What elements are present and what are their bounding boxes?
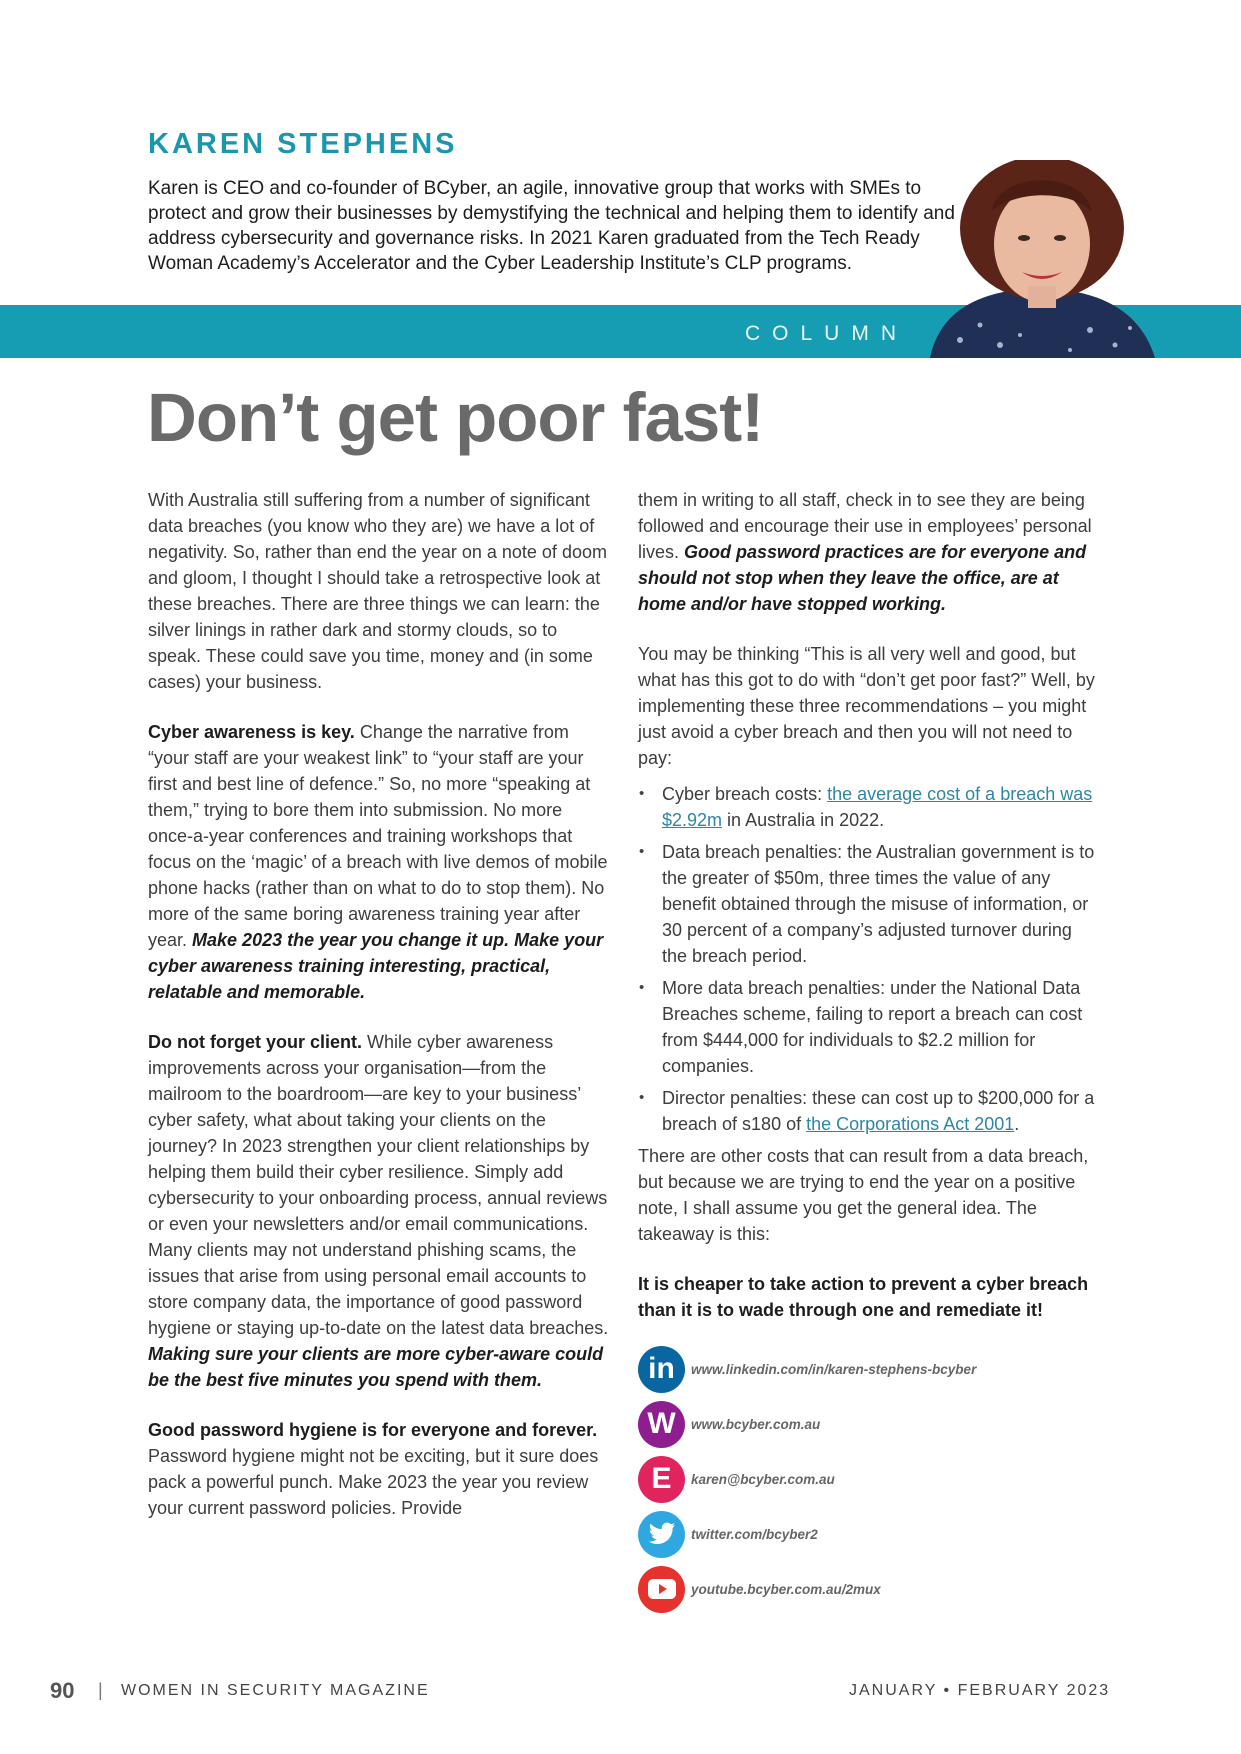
- penalty-list: [638, 781, 1098, 1137]
- section-label: COLUMN: [745, 322, 909, 345]
- paragraph: [638, 487, 1098, 617]
- contact-text[interactable]: www.bcyber.com.au: [691, 1416, 821, 1432]
- email-icon: [638, 1456, 685, 1503]
- page-number: 90: [50, 1678, 75, 1703]
- breach-cost-link[interactable]: the average cost of a breach was $2.92m: [662, 784, 1093, 830]
- paragraph-lead: Cyber awareness is key.: [148, 722, 355, 742]
- paragraph-text: Change the narrative from “your staff are your weakest link” to “your staff are your first and best line of defence.” So, no more “speaking at them,” trying to bore them into submission. No more once-a-year conferences and training workshops that focus on the ‘magic’ of a breach with live demos of mobile phone hacks (rather than on what to do to stop them). No more of the same boring awareness training year after year.: [148, 722, 608, 950]
- list-item-text: Director penalties: these can cost up to $200,000 for a breach of s180 of: [662, 1088, 1095, 1134]
- article-headline: Don’t get poor fast!: [147, 379, 764, 456]
- linkedin-icon: [638, 1346, 685, 1393]
- list-item-text: Data breach penalties: the Australian government is to the greater of $50m, three times the value of any benefit obtained through the misuse of information, or 30 percent of a company’s adjusted turnover during the breach period.: [662, 842, 1095, 966]
- footer-divider: |: [98, 1680, 103, 1700]
- icon-glyph: W: [647, 1407, 676, 1440]
- paragraph-lead: Do not forget your client.: [148, 1032, 362, 1052]
- contact-list: [638, 1345, 1098, 1620]
- takeaway: It is cheaper to take action to prevent a cyber breach than it is to wade through one and remediate it!: [638, 1274, 1089, 1320]
- twitter-icon: [638, 1511, 685, 1558]
- list-item: [638, 975, 1098, 1079]
- contact-text[interactable]: twitter.com/bcyber2: [691, 1526, 818, 1542]
- youtube-icon: [638, 1566, 685, 1613]
- list-item: [638, 781, 1098, 833]
- list-item-text: Cyber breach costs:: [662, 784, 828, 804]
- contact-youtube[interactable]: [638, 1565, 1098, 1613]
- list-item-text: More data breach penalties: under the National Data Breaches scheme, failing to report a breach can cost from $444,000 for individuals to $2.2 million for companies.: [662, 978, 1083, 1076]
- paragraph-text: While cyber awareness improvements across your organisation—from the mailroom to the boardroom—are key to your business’ cyber safety, what about taking your clients on the journey? In 2023 strengthen your client relationships by helping them build their cyber resilience. Simply add cybersecurity to your onboarding process, annual reviews or even your newsletters and/or email communications. Many clients may not understand phishing scams, the issues that arise from using personal email accounts to store company data, the importance of good password hygiene or staying up-to-date on the latest data breaches.: [148, 1032, 609, 1338]
- paragraph-emphasis: Making sure your clients are more cyber-aware could be the best five minutes you spend with them.: [148, 1344, 604, 1390]
- paragraph-emphasis: Good password practices are for everyone and should not stop when they leave the office, are at home and/or have stopped working.: [638, 542, 1087, 614]
- paragraph: [638, 641, 1098, 771]
- author-bio: Karen is CEO and co-founder of BCyber, an agile, innovative group that works with SMEs to protect and grow their businesses by demystifying the technical and helping them to identify and address cybersecurity and governance risks. In 2021 Karen graduated from the Tech Ready Woman Academy’s Accelerator and the Cyber Leadership Institute’s CLP programs.: [148, 178, 955, 274]
- paragraph-text: There are other costs that can result from a data breach, but because we are trying to end the year on a positive note, I shall assume you get the general idea. The takeaway is this:: [638, 1146, 1089, 1244]
- icon-glyph: in: [648, 1352, 675, 1385]
- list-item-text: .: [1014, 1114, 1020, 1134]
- corporations-act-link[interactable]: the Corporations Act 2001: [806, 1114, 1015, 1134]
- list-item: [638, 839, 1098, 969]
- contact-website[interactable]: [638, 1400, 1098, 1448]
- article-column-left: [148, 487, 610, 1545]
- paragraph-text: With Australia still suffering from a number of significant data breaches (you know who they are) we have a lot of negativity. So, rather than end the year on a note of doom and gloom, I thought I should take a retrospective look at these breaches. There are three things we can learn: the silver linings in rather dark and stormy clouds, so to speak. These could save you time, money and (in some cases) your business.: [148, 490, 607, 692]
- paragraph-text: You may be thinking “This is all very well and good, but what has this got to do with “don’t get poor fast?” Well, by implementing these three recommendations – you might just avoid a cyber breach and then you will not need to pay:: [638, 644, 1095, 768]
- list-item-text: in Australia in 2022.: [722, 810, 885, 830]
- author-name: KAREN STEPHENS: [148, 128, 458, 160]
- contact-text[interactable]: karen@bcyber.com.au: [691, 1471, 835, 1487]
- paragraph: [638, 1143, 1098, 1247]
- contact-email[interactable]: [638, 1455, 1098, 1503]
- paragraph: [148, 1029, 610, 1393]
- paragraph: [148, 1417, 610, 1521]
- contact-text[interactable]: www.linkedin.com/in/karen-stephens-bcyber: [691, 1361, 977, 1377]
- contact-text[interactable]: youtube.bcyber.com.au/2mux: [691, 1581, 881, 1597]
- contact-linkedin[interactable]: [638, 1345, 1098, 1393]
- paragraph-lead: Good password hygiene is for everyone and forever.: [148, 1420, 598, 1440]
- contact-twitter[interactable]: [638, 1510, 1098, 1558]
- paragraph: [148, 719, 610, 1005]
- paragraph: [148, 487, 610, 695]
- list-item: [638, 1085, 1098, 1137]
- magazine-name: WOMEN IN SECURITY MAGAZINE: [121, 1682, 430, 1699]
- issue-date: JANUARY • FEBRUARY 2023: [849, 1682, 1111, 1699]
- website-icon: [638, 1401, 685, 1448]
- article-column-right: [638, 487, 1098, 1347]
- author-portrait: [920, 160, 1160, 358]
- paragraph-emphasis: Make 2023 the year you change it up. Make your cyber awareness training interesting, practical, relatable and memorable.: [148, 930, 604, 1002]
- icon-glyph: E: [651, 1462, 672, 1495]
- paragraph-text: them in writing to all staff, check in to see they are being followed and encourage their use in employees’ personal lives.: [638, 490, 1092, 562]
- paragraph-text: Password hygiene might not be exciting, but it sure does pack a powerful punch. Make 2023 the year you review your current password policies. Provide: [148, 1446, 599, 1518]
